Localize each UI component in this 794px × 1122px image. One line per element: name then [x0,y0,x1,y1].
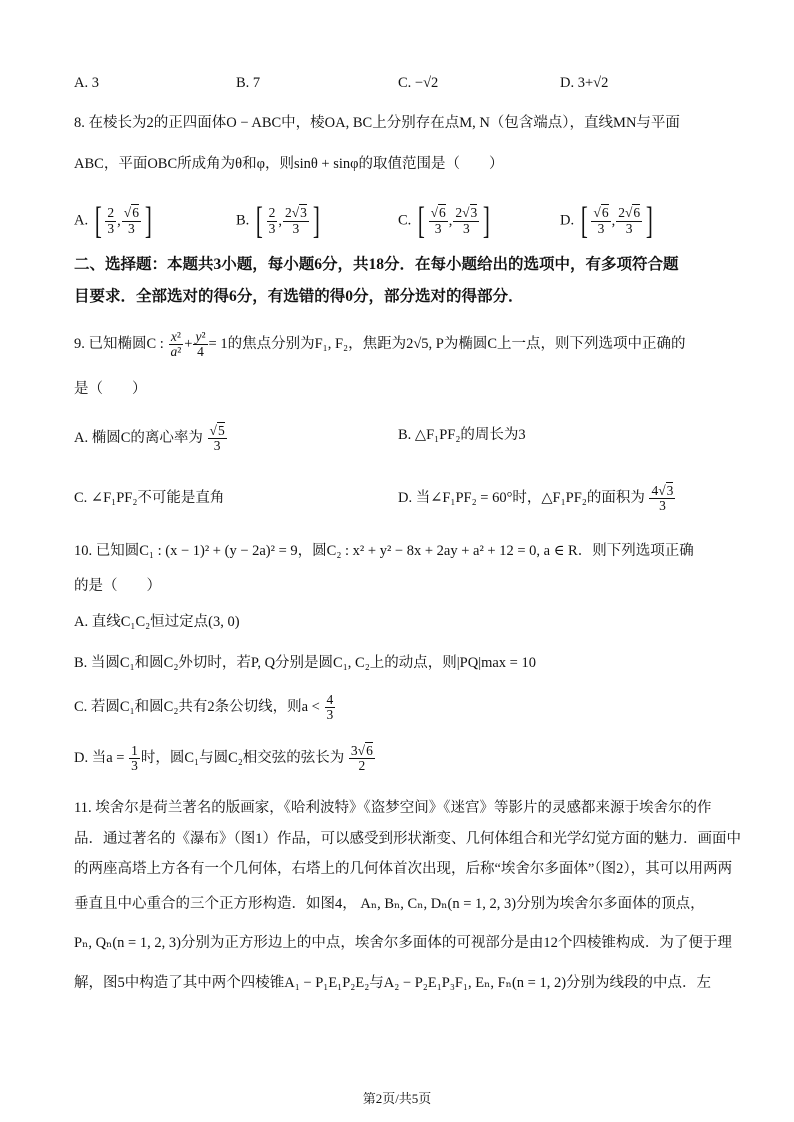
page-footer: 第2页/共5页 [362,1091,432,1106]
q9-option-d: D. 当∠F₁PF₂ = 60°时，△F₁PF₂的面积为 $\frac{4√3}{3}$ [398,483,674,514]
q7-option-d: D. 3+√2 [560,75,609,91]
q11-line4: 垂直且中心重合的三个正方形构造．如图4， Aₙ, Bₙ, Cₙ, Dₙ(n = 1, 2, 3)分别为埃舍尔多面体的顶点， [74,896,705,912]
q8-option-d: D. [ $\frac{√6}{3}$ , $\frac{2√6}{3}$ ] [560,200,653,242]
q9-option-a: A. 椭圆C的离心率为 $\frac{√5}{3}$ [74,423,225,454]
q10-option-a: A. 直线C₁C₂恒过定点(3, 0) [74,614,240,630]
q9-option-b: B. △F₁PF₂的周长为3 [398,427,526,443]
q11-line2: 品．通过著名的《瀑布》（图1）作品，可以感受到形状渐变、几何体组合和光学幻觉方面的魅力．画面中 [74,831,741,847]
q7-option-a: A. 3 [74,75,99,91]
q10-option-b: B. 当圆C₁和圆C₂外切时，若P, Q分别是圆C₁, C₂上的动点，则|PQ|max = 10 [74,655,536,671]
q8-option-c: C. [ $\frac{√6}{3}$ , $\frac{2√3}{3}$ ] [398,200,491,242]
q9-stem-line1: 9. 已知椭圆C : $\frac{\text{x²}}{\text{a²}}$ + $\frac{\text{y²}}{4}$ = 1的焦点分别为F₁, F₂，焦距为2√5, P为椭圆C上一点，则下列选项中正确的 [74,329,686,360]
q8-stem-line2: ABC，平面OBC所成角为θ和φ，则sinθ + sinφ的取值范围是（ ） [74,156,504,172]
q11-line1: 11. 埃舍尔是荷兰著名的版画家，《哈利波特》《盗梦空间》《迷宫》等影片的灵感都来源于埃舍尔的作 [74,800,712,816]
section2-heading-line2: 目要求．全部选对的得6分，有选错的得0分，部分选对的得部分． [74,288,524,305]
q7-option-b: B. 7 [236,75,261,91]
q11-line5: Pₙ, Qₙ(n = 1, 2, 3)分别为正方形边上的中点，埃舍尔多面体的可视部分是由12个四棱锥构成．为了便于理 [74,935,732,951]
q10-stem-line2: 的是（ ） [74,578,161,594]
q10-stem-line1: 10. 已知圆C₁ : (x − 1)² + (y − 2a)² = 9，圆C₂ : x² + y² − 8x + 2ay + a² + 12 = 0, a ∈ R．则下列选项正确 [74,543,694,559]
q8-option-a: A. [ $\frac{2}{3}$ , $\frac{√6}{3}$ ] [74,200,152,242]
q11-line6: 解，图5中构造了其中两个四棱锥A₁ − P₁E₁P₂E₂与A₂ − P₂E₁P₃F₁, Eₙ, Fₙ(n = 1, 2)分别为线段的中点．左 [74,975,712,991]
q10-option-d: D. 当a = $\frac{1}{3}$ 时，圆C₁与圆C₂相交弦的弦长为 $\frac{3√6}{2}$ [74,743,373,774]
q10-option-c: C. 若圆C₁和圆C₂共有2条公切线，则a < $\frac{4}{3}$ [74,692,334,723]
section2-heading-line1: 二、选择题：本题共3小题，每小题6分，共18分．在每小题给出的选项中，有多项符合题 [74,256,679,273]
q9-option-c: C. ∠F₁PF₂不可能是直角 [74,490,225,506]
q8-stem-line1: 8. 在棱长为2的正四面体O − ABC中，棱OA, BC上分别存在点M, N（包含端点），直线MN与平面 [74,115,680,131]
q7-option-c: C. −√2 [398,75,439,91]
q11-line3: 的两座高塔上方各有一个几何体，右塔上的几何体首次出现，后称“埃舍尔多面体”（图2），其可以用两两 [74,861,733,877]
q9-stem-line2: 是（ ） [74,381,147,397]
q8-option-b: B. [ $\frac{2}{3}$ , $\frac{2√3}{3}$ ] [236,200,320,242]
